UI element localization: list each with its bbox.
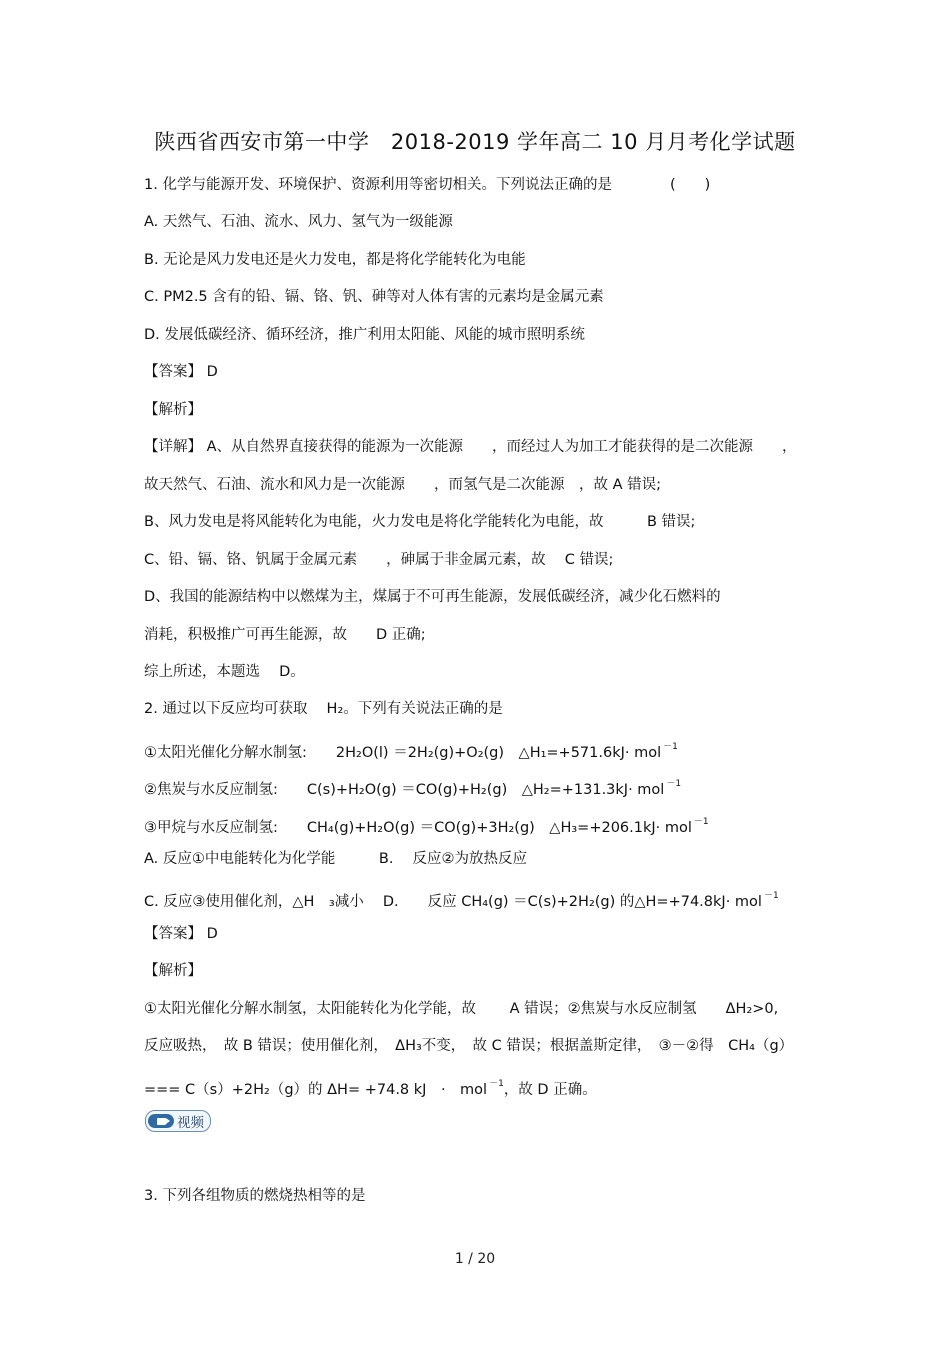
q2-analysis-line: ①太阳光催化分解水制氢，太阳能转化为化学能，故 A 错误；②焦炭与水反应制氢 ΔH₂>0,	[144, 1001, 779, 1017]
q1-detail-line: 综上所述，本题选 D。	[144, 664, 305, 680]
q1-detail-line: 故天然气、石油、流水和风力是一次能源 ，而氢气是二次能源 ，故 A 错误;	[144, 477, 662, 493]
q1-detail-line: 消耗，积极推广可再生能源，故 D 正确;	[144, 627, 426, 643]
video-button-label: 视频	[177, 1115, 204, 1131]
q1-detail-line: D、我国的能源结构中以燃煤为主，煤属于不可再生能源，发展低碳经济，减少化石燃料的	[144, 589, 721, 605]
q2-stem: 2. 通过以下反应均可获取 H₂。下列有关说法正确的是	[144, 701, 503, 717]
q1-detail-line: B、风力发电是将风能转化为电能，火力发电是将化学能转化为电能，故 B 错误;	[144, 514, 696, 530]
q3-stem: 3. 下列各组物质的燃烧热相等的是	[144, 1188, 366, 1204]
q1-option-c: C. PM2.5 含有的铅、镉、铬、钒、砷等对人体有害的元素均是金属元素	[144, 289, 604, 305]
q2-analysis-line: === C（s）+2H₂（g）的 ΔH= +74.8 kJ · mol $^{-1}$，故 D 正确。	[144, 1079, 597, 1098]
q1-option-a: A. 天然气、石油、流水、风力、氢气为一级能源	[144, 214, 453, 230]
q1-answer: 【答案】 D	[144, 364, 218, 380]
q2-options-cd: C. 反应③使用催化剂，△H ₃减小 D. 反应 CH₄(g) ＝C(s)+2H₂(g) 的△H=+74.8kJ· mol $^{-1}$	[144, 891, 779, 910]
q1-analysis-label: 【解析】	[144, 402, 202, 418]
q2-options-ab: A. 反应①中电能转化为化学能 B. 反应②为放热反应	[144, 851, 528, 867]
page-number: 1 / 20	[454, 1251, 496, 1267]
q2-answer: 【答案】 D	[144, 926, 218, 942]
q1-option-d: D. 发展低碳经济、循环经济，推广利用太阳能、风能的城市照明系统	[144, 327, 585, 343]
q2-analysis-label: 【解析】	[144, 963, 202, 979]
q1-option-b: B. 无论是风力发电还是火力发电，都是将化学能转化为电能	[144, 252, 526, 268]
video-button[interactable]	[145, 1110, 211, 1132]
q1-stem: 1. 化学与能源开发、环境保护、资源利用等密切相关。下列说法正确的是 ( )	[144, 177, 711, 193]
q1-detail-line: C、铅、镉、铬、钒属于金属元素 ，砷属于非金属元素，故 C 错误;	[144, 552, 614, 568]
q1-detail-line: 【详解】 A、从自然界直接获得的能源为一次能源 ，而经过人为加工才能获得的是二次能源 ，	[144, 439, 797, 455]
q2-analysis-line: 反应吸热， 故 B 错误；使用催化剂， ΔH₃不变， 故 C 错误；根据盖斯定律， ③－②得 CH₄（g）	[144, 1038, 794, 1054]
document-title: 陕西省西安市第一中学 2018-2019 学年高二 10 月月考化学试题	[154, 130, 796, 154]
q2-reaction-1: ①太阳光催化分解水制氢: 2H₂O(l) ＝2H₂(g)+O₂(g) △H₁=+571.6kJ· mol $^{-1}$	[144, 742, 678, 761]
q2-reaction-2: ②焦炭与水反应制氢: C(s)+H₂O(g) ＝CO(g)+H₂(g) △H₂=+131.3kJ· mol $^{-1}$	[144, 779, 682, 798]
video-camera-icon	[148, 1114, 174, 1128]
q2-reaction-3: ③甲烷与水反应制氢: CH₄(g)+H₂O(g) ＝CO(g)+3H₂(g) △H₃=+206.1kJ· mol $^{-1}$	[144, 817, 709, 836]
